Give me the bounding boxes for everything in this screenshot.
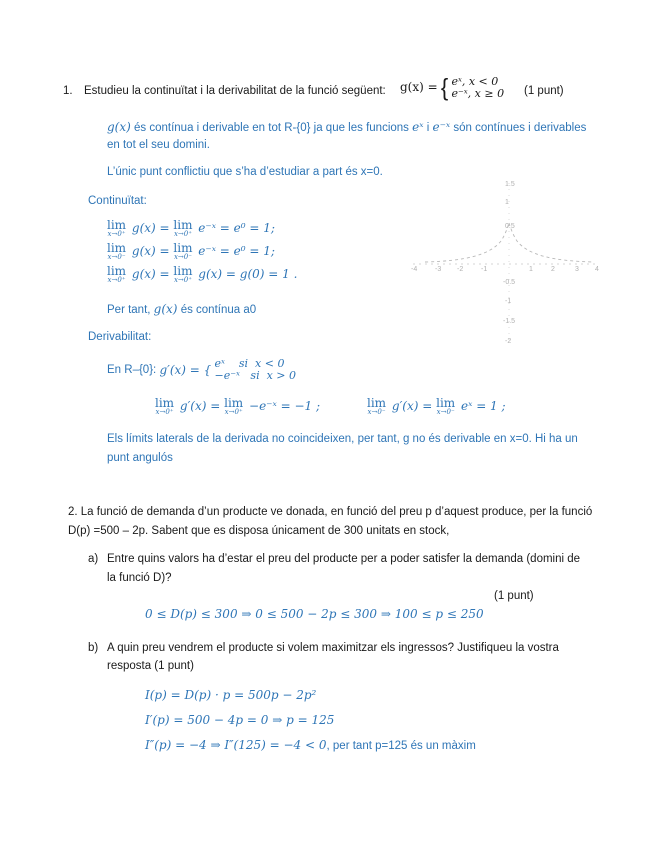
- derivability-conclusion-2: punt angulós: [107, 452, 173, 464]
- y-tick-label: 0.5: [505, 223, 515, 230]
- q1-statement: Estudieu la continuïtat i la derivabilitat de la funció següent:: [84, 85, 386, 97]
- q1-intro-i: i: [426, 122, 430, 134]
- y-tick-label: -1.5: [503, 318, 516, 325]
- q1-case2: e⁻ˣ, x ≥ 0: [451, 87, 505, 101]
- q2a-answer: 0 ≤ D(p) ≤ 300 ⇒ 0 ≤ 500 − 2p ≤ 300 ⇒ 100 ≤ p ≤ 250: [145, 607, 484, 621]
- q2-line1: 2. La funció de demanda d’un producte ve donada, en funció del preu p d’aquest produce, per la funció: [68, 506, 593, 518]
- lim-operator: lim x→0⁻: [367, 396, 387, 416]
- q2b-line1: A quin preu vendrem el producte si volem maximitzar els ingressos? Justifiqueu la vostra: [107, 642, 559, 654]
- y-tick-label: 1.5: [505, 181, 515, 188]
- curve-right: [509, 223, 593, 262]
- q1-intro-line3: L’únic punt conflictiu que s’ha d’estudiar a part és x=0.: [107, 166, 383, 178]
- x-tick-label: 1: [529, 266, 533, 273]
- q2b-answer-3: I″(p) = −4 ⇒ I″(125) = −4 < 0, per tant p=125 és un màxim: [145, 738, 476, 752]
- lim-operator: lim x→0⁺: [173, 218, 193, 238]
- q2a-points: (1 punt): [494, 590, 534, 602]
- lim-operator: lim x→0⁺: [107, 218, 127, 238]
- lim-operator: lim x→0⁺: [224, 396, 244, 416]
- derivative-limit-right: lim x→0⁺ g′(x) = lim x→0⁺ −e⁻ˣ = −1 ;: [155, 396, 320, 416]
- q1-points: (1 punt): [524, 85, 564, 97]
- q1-func-lhs: g(x) =: [400, 80, 438, 95]
- q1-brace: {: [440, 73, 449, 102]
- q2b-answer-2: I′(p) = 500 − 4p = 0 ⇒ p = 125: [145, 713, 335, 727]
- q2a-label: a): [88, 553, 99, 565]
- q2a-line1: Entre quins valors ha d’estar el preu del producte per a poder satisfer la demanda (domini de: [107, 553, 581, 565]
- q1-number: 1.: [63, 85, 73, 97]
- curve-left: [425, 223, 509, 262]
- lim-operator: lim x→0⁺: [155, 396, 175, 416]
- lim-operator: lim x→0⁻: [107, 241, 127, 261]
- derivative-cases: eˣ si x < 0 −e⁻ˣ si x > 0: [214, 357, 296, 383]
- q1-case1: eˣ, x < 0: [451, 75, 499, 88]
- derivative-limit-left: lim x→0⁻ g′(x) = lim x→0⁻ eˣ = 1 ;: [367, 396, 506, 416]
- continuity-line-2: lim x→0⁻ g(x) = lim x→0⁻ e⁻ˣ = e⁰ = 1;: [107, 241, 275, 261]
- x-tick-label: 4: [595, 266, 599, 273]
- continuity-line-3: lim x→0⁺ g(x) = lim x→0⁺ g(x) = g(0) = 1 .: [107, 264, 298, 284]
- continuity-heading: Continuïtat:: [88, 195, 147, 207]
- q1-intro-emx: e⁻ˣ: [432, 120, 451, 134]
- y-tick-label: -1: [505, 298, 512, 305]
- x-tick-label: -2: [457, 266, 464, 273]
- y-tick-label: -0.5: [503, 279, 516, 286]
- q1-intro-text: és contínua i derivable en tot R-{0} ja que les funcions: [134, 122, 409, 134]
- q1-intro-line1: [107, 120, 586, 134]
- q2b-line2: resposta (1 punt): [107, 660, 194, 672]
- q1-intro-tail: són contínues i derivables: [453, 122, 587, 134]
- x-tick-label: -4: [411, 266, 418, 273]
- q1-function-definition: [400, 73, 505, 102]
- derivability-heading: Derivabilitat:: [88, 331, 152, 343]
- derivative-definition: En R–{0}: g′(x) = { eˣ si x < 0 −e⁻ˣ si x > 0: [107, 357, 296, 383]
- x-tick-label: -3: [435, 266, 442, 273]
- y-tick-label: -2: [505, 338, 512, 345]
- q1-cases: [451, 76, 504, 100]
- lim-operator: lim x→0⁻: [436, 396, 456, 416]
- x-tick-label: 2: [551, 266, 555, 273]
- q1-intro-ex: eˣ: [412, 120, 424, 134]
- q2b-label: b): [88, 642, 99, 654]
- q1-intro-g: g(x): [107, 120, 131, 134]
- lim-operator: lim x→0⁺: [173, 264, 193, 284]
- q2a-line2: la funció D)?: [107, 572, 172, 584]
- continuity-line-1: lim x→0⁺ g(x) = lim x→0⁺ e⁻ˣ = e⁰ = 1;: [107, 218, 275, 238]
- q2-line2: D(p) =500 – 2p. Sabent que es disposa únicament de 300 unitats en stock,: [68, 525, 450, 537]
- lim-operator: lim x→0⁻: [173, 241, 193, 261]
- derivability-conclusion-1: Els límits laterals de la derivada no coincideixen, per tant, g no és derivable en x=0. Hi ha un: [107, 433, 578, 445]
- q2b-answer-1: I(p) = D(p) · p = 500p − 2p²: [145, 688, 317, 702]
- q1-intro-line2: en tot el seu domini.: [107, 139, 210, 151]
- lim-operator: lim x→0⁺: [107, 264, 127, 284]
- function-graph: [405, 175, 605, 350]
- x-tick-label: -1: [481, 266, 488, 273]
- y-tick-label: 1: [505, 199, 509, 206]
- continuity-conclusion: Per tant, g(x) és contínua a0: [107, 302, 257, 316]
- x-tick-label: 3: [575, 266, 579, 273]
